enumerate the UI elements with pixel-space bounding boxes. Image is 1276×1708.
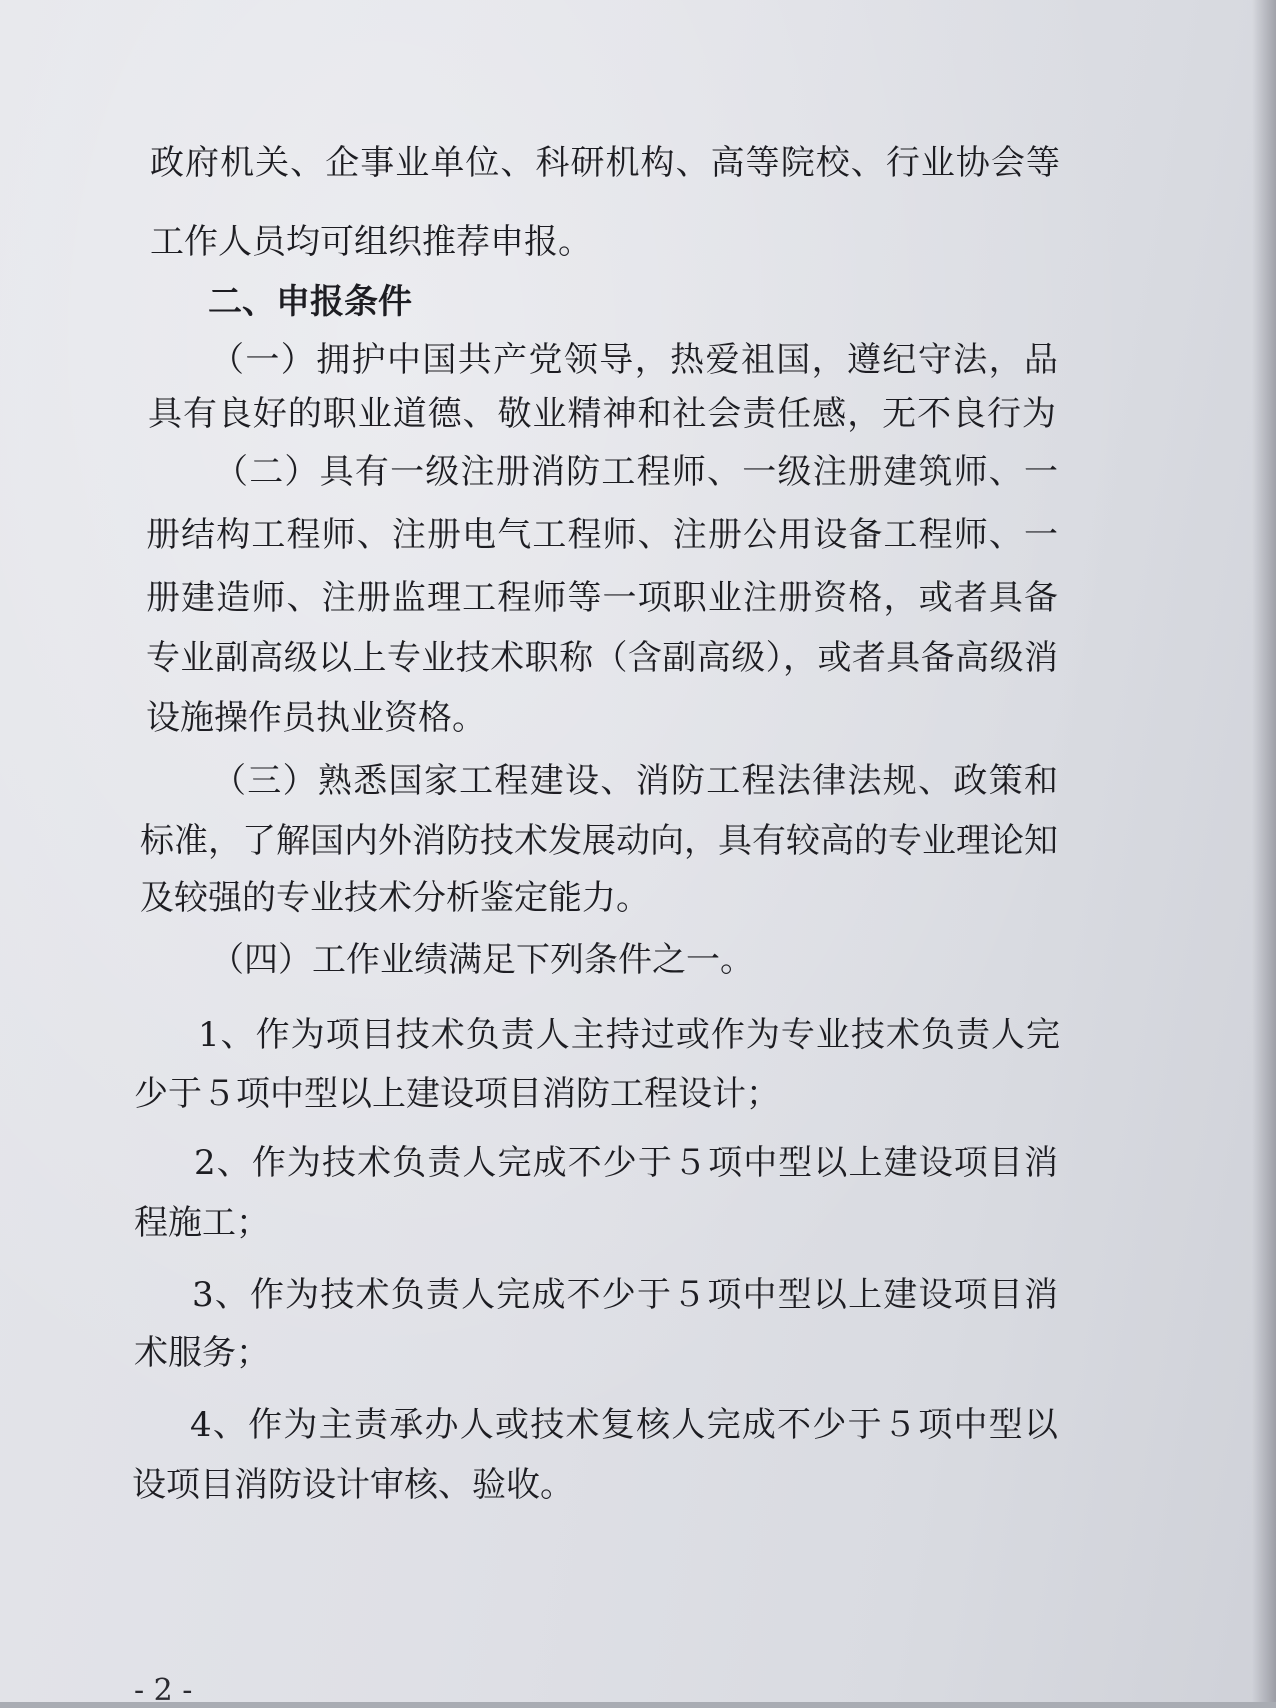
body-line: （四）工作业绩满足下列条件之一。	[210, 940, 754, 980]
body-line: 设施操作员执业资格。	[146, 698, 486, 738]
body-line: 册建造师、注册监理工程师等一项职业注册资格，或者具备	[146, 578, 1058, 618]
body-line: 少于５项中型以上建设项目消防工程设计；	[134, 1074, 780, 1114]
body-line: 程施工；	[134, 1203, 270, 1243]
body-line: 专业副高级以上专业技术职称（含副高级），或者具备高级消	[146, 638, 1058, 678]
body-line: 术服务；	[134, 1333, 270, 1373]
body-line: （二）具有一级注册消防工程师、一级注册建筑师、一	[214, 452, 1058, 492]
body-line: 工作人员均可组织推荐申报。	[150, 222, 592, 262]
body-line: 册结构工程师、注册电气工程师、注册公用设备工程师、一	[146, 515, 1058, 555]
body-line: 2、作为技术负责人完成不少于５项中型以上建设项目消	[194, 1143, 1058, 1183]
page-edge-shadow	[1252, 0, 1276, 1702]
body-line: （一）拥护中国共产党领导，热爱祖国，遵纪守法，品	[210, 340, 1058, 380]
body-line: 1、作为项目技术负责人主持过或作为专业技术负责人完	[198, 1015, 1060, 1055]
body-line: 政府机关、企事业单位、科研机构、高等院校、行业协会等	[150, 143, 1060, 183]
body-line: 3、作为技术负责人完成不少于５项中型以上建设项目消	[192, 1275, 1058, 1315]
body-line: （三）熟悉国家工程建设、消防工程法律法规、政策和	[212, 761, 1058, 801]
body-line: 设项目消防设计审核、验收。	[132, 1465, 574, 1505]
body-line: 及较强的专业技术分析鉴定能力。	[140, 878, 650, 918]
section-heading: 二、申报条件	[208, 282, 412, 322]
body-line: 标准，了解国内外消防技术发展动向，具有较高的专业理论知	[140, 821, 1058, 861]
page-number: - 2 -	[134, 1673, 193, 1708]
body-line: 4、作为主责承办人或技术复核人完成不少于５项中型以	[190, 1405, 1058, 1445]
body-line: 具有良好的职业道德、敬业精神和社会责任感，无不良行为	[148, 394, 1056, 434]
